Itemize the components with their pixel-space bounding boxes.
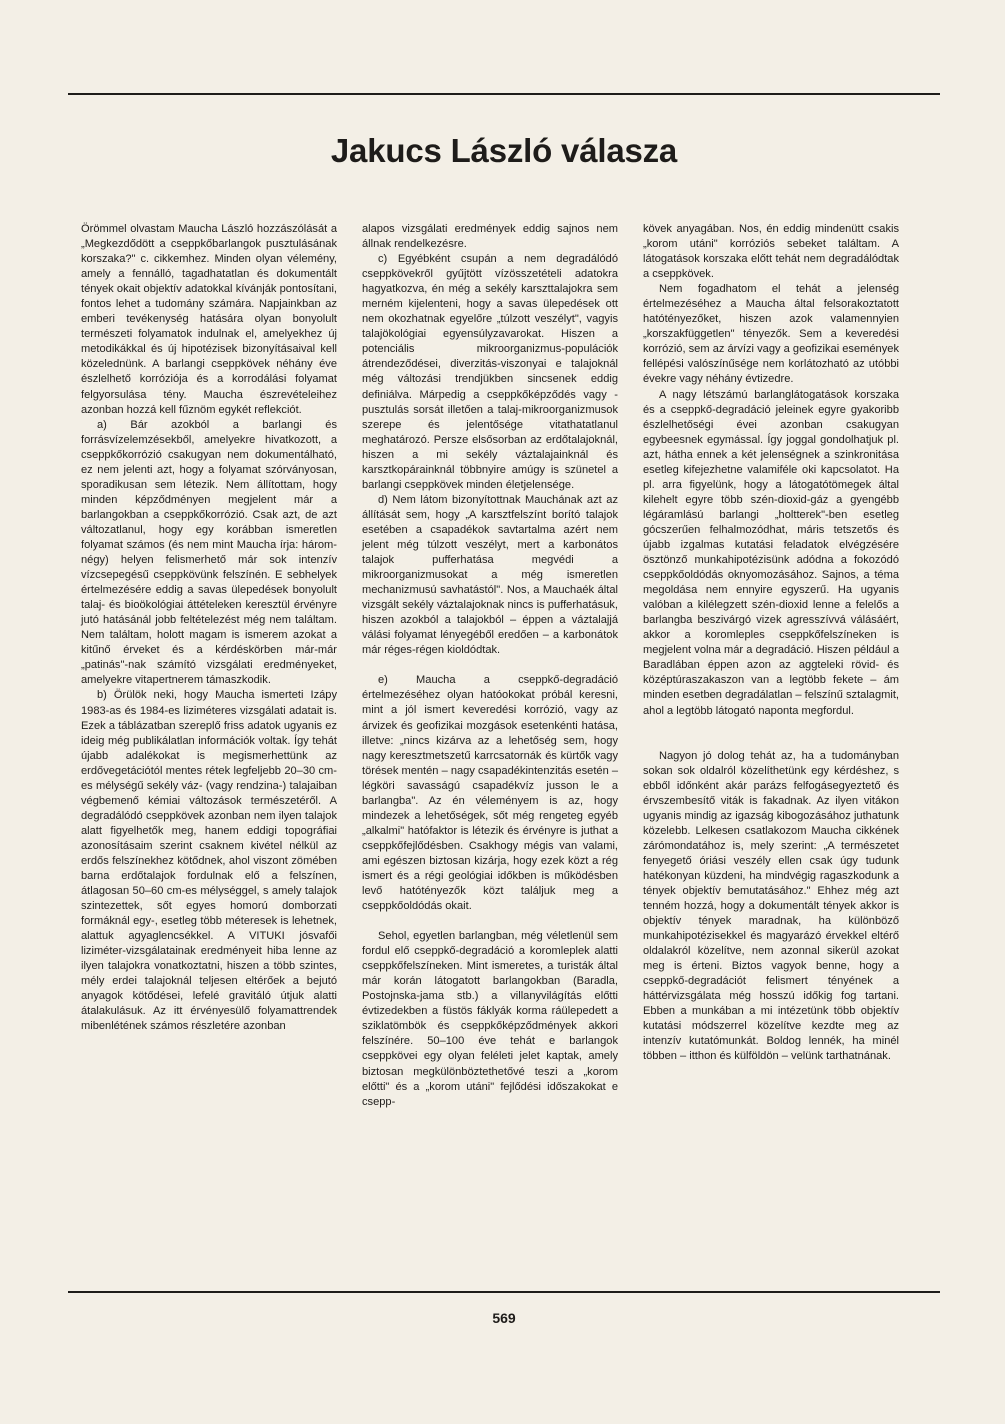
column-1 [81,222,337,1035]
paragraph: kövek anyagában. Nos, én eddig mindenütt csakis „korom utáni" korróziós sebeket találtam. A látogatások korszaka előtt tehát nem degradálódtak a cseppkövek. [643,223,899,281]
page-number: 569 [492,1310,516,1326]
paragraph: alapos vizsgálati eredmények eddig sajnos nem állnak rendelkezésre. [362,223,618,251]
article-title: Jakucs László válasza [330,132,678,169]
paragraph: e) Maucha a cseppkő-degradáció értelmezéséhez olyan hatóokokat próbál keresni, mint a jól ismert keveredési korrózió, vagy az árvizek és geofizikai mozgások esetenkénti hatása, illetve: „nincs kizárva az a lehetőség sem, hogy nagy keresztmetszetű karrcsatornák és kürtők vagy törések mentén – nagy csapadékintenzitás esetén – légköri savasságú csapadékvíz jusson le a barlangba". Az én véleményem is az, hogy mindezek a lehetőségek, sőt még rengeteg egyéb „alkalmi" hatófaktor is létezik és érvényre is juthat a cseppkőfejlődésben. Csakhogy mégis van valami, ami egészen biztosan kizárja, hogy ezek közt a rég ismert és a régi geológiai időkben is működésben levő hatótényezők közt találjuk meg a cseppkőoldódás okait. [362,674,618,913]
paragraph: Örömmel olvastam Maucha László hozzászólását a „Megkezdődött a cseppkőbarlangok pusztulásának korszaka?" c. cikkemhez. Minden olyan vélemény, amely a fennálló, tagadhatatlan és dokumentált tények okait objektív adatokkal kívánják pontosítani, fontos lehet a tudomány számára. Napjainkban az emberi tevékenység hatására olyan bonyolult természeti folyamatok indulnak el, amelyekhez új metodikákkal és új hipotézisek bizonyításaival kell közelednünk. A barlangi cseppkövek néhány éve észlelhető korróziója és a korrodálási folyamat felgyorsulása tény. Maucha észrevételeihez azonban hozzá kell fűznöm egykét reflekciót. [81,223,337,416]
top-rule [68,93,940,95]
paragraph: Nagyon jó dolog tehát az, ha a tudományban sokan sok oldalról közelíthetünk egy kérdéshez, s ebből időnként akár parázs felfogásegyeztető és érvszembesítő viták is fakadnak. Az ilyen vitákon ugyanis mindig az igazság kibogozásához juthatunk közelebb. Lelkesen csatlakozom Maucha cikkének zárómondatához is, mely szerint: „A természetet fenyegető óriási veszély ellen csak úgy tudunk hatékonyan küzdeni, ha mindvégig ragaszkodunk a tények objektív bemutatásához." Ehhez még azt tenném hozzá, hogy a dokumentált tények akkor is objektív tények maradnak, ha különböző munkahipotézisekkel és magyarázó érvekkel eltérő oldalakról közelítve, nem azonnal sikerül azokat meg is érteni. Biztos vagyok benne, hogy a cseppkő-degradációt felismert tényének a háttérvizsgálata még hosszú időkig fog tartani. Ebben a munkában a mi intézetünk több objektív kutatási módszerrel közelítve kezdte meg az intenzív kutatómunkát. Boldog lennék, ha minél többen – itthon és külföldön – velünk tarthatnának. [643,749,899,1063]
bottom-rule [68,1291,940,1293]
column-3 [643,222,899,1065]
paragraph: a) Bár azokból a barlangi és forrásvízelemzésekből, amelyekre hivatkozott, a cseppkőkorrózió csakugyan nem dokumentálható, ez nem jelenti azt, hogy a folyamat szórványosan, sporadikusan sem létezik. Nem állítottam, hogy minden képződményen megjelent már a barlangokban a cseppkőkorrózió. Csak azt, de azt változatlanul, hogy egy korábban ismeretlen folyamat számos (és nem mint Maucha írja: három-négy) helyen felismerhető már sok intenzív vízcsepegésű cseppkövünk felszínén. E sebhelyek értelmezésére eddig a savas ülepedések bonyolult talaj- és bioökológiai áttételeken keresztül érvényre jutó hatásánál jobb feltételezést még nem találtam. Nem találtam, holott magam is ismerem azokat a kitűnő érveket és a kérdéskörben már-már „patinás"-nak számító vizsgálati eredményeket, amelyekre vitapertnerem támaszkodik. [81,418,337,687]
paragraph: Nem fogadhatom el tehát a jelenség értelmezéséhez a Maucha által felsorakoztatott hatótényezőket, hiszen azok valamennyien „korszakfüggetlen" tényezők. Sem a keveredési korrózió, sem az árvízi vagy a geofizikai események fellépési valószínűsége nem korlátozható az utóbbi évekre vagy néhány évtizedre. [643,283,899,386]
column-2 [362,222,618,1110]
paragraph: c) Egyébként csupán a nem degradálódó cseppkövekről gyűjtött vízösszetételi adatokra hagyatkozva, én még a sekély karszttalajokra sem merném kijelenteni, hogy a savas ülepedések ott nem okozhatnak egyelőre „túlzott veszélyt", vagyis talajökológiai egyensúlyzavarokat. Hiszen a potenciális mikroorganizmus-populációk átrendeződései, diverzitás-viszonyai e talajoknál még változási trendjükben sincsenek eddig definiálva. Márpedig a cseppkőképződés vagy -pusztulás sorsát illetően a talaj-mikroorganizmusok szerepe és jelentősége vitathatatlanul meghatározó. Persze elsősorban az erdőtalajoknál, hiszen a mi sekély váztalajainknál és karsztkopárainknál többnyire amúgy is szünetel a barlangi cseppkövek minden életjelensége. [362,253,618,491]
paragraph: Sehol, egyetlen barlangban, még véletlenül sem fordul elő cseppkő-degradáció a koromleplek alatti cseppkőfelszíneken. Mint ismeretes, a turisták által már korán látogatott barlangokban (Baradla, Postojnska-jama stb.) a villanyvilágítás előtti évtizedekben a füstös fáklyák korma ráülepedett a sziklatömbök és cseppkőképződmények akkori felszínére. 50–100 éve tehát e barlangok cseppkövei egy olyan feléleti jelet kaptak, amely biztosan megkülönböztethetővé teszi a „korom előtti" és a „korom utáni" fejlődési időszakokat e csepp- [362,930,618,1108]
paragraph: A nagy létszámú barlanglátogatások korszaka és a cseppkő-degradáció jeleinek egyre gyakoribb észlelhetőségi évei azonban csakugyan egybeesnek egymással. Így joggal gondolhatjuk pl. azt, hátha ennek a két jelenségnek a szinkronitása esetleg kifejezhetne valamiféle oki kapcsolatot. Ha pl. arra figyelünk, hogy a látogatótömegek által kilehelt egyre több szén-dioxid-gáz a gyengébb légáramlású barlangi „holtterek"-ben esetleg gócszerűen felhalmozódhat, máris tetszetős és újabb izgalmas kutatási feladatok elvégzésére ösztönző munkahipotézisünk adódna a fokozódó cseppkőoldódás oknyomozásához. Sajnos, a téma megoldása nem ennyire egyszerű. Ha ugyanis valóban a kilélegzett szén-dioxid lenne a felelős a barlangba beszivárgó vizek agresszívvá válásáért, akkor a koromleples cseppkőfelszíneken is megjelent volna már a degradáció. Hiszen például a Baradlában éppen azon az aggteleki rövid- és középtúraszakaszon van a legtöbb fekete – ám minden esetben degradálatlan – felszínű sztalagmit, ahol a legtöbb látogató naponta megfordul. [643,388,899,717]
paragraph: b) Örülök neki, hogy Maucha ismerteti Izápy 1983-as és 1984-es liziméteres vizsgálati adatait is. Ezek a táblázatban szereplő friss adatok ugyanis ez ideig még publikálatlan információk voltak. Így tehát újabb adalékokat is megismerhettünk az erdővegetációtól mentes rétek legfeljebb 20–30 cm-es mélységű sekély váz- (vagy rendzina-) talajaiban végbemenő kémiai változások természetéről. A degradálódó cseppkövek azonban nem ilyen talajok alatt figyelhetők meg, hanem eddigi topográfiai azonosításaim szerint csaknem kivétel nélkül az erdős felszínekhez kötődnek, ahol viszont zömében barna erdőtalajok fordulnak elő a felszínen, átlagosan 50–60 cm-es mélységgel, s amely talajok szintezettek, sőt egyes homorú domborzati formáknál egy-, esetleg több méteresek is lehetnek, alattuk agyaglencsékkel. A VITUKI jósvafői liziméter-vizsgálatainak eredményeit hiba lenne az ilyen talajokra vonatkoztatni, hiszen a több szintes, mély erdei talajoknál teljesen eltérőek a bejutó anyagok kötődései, lefelé gravitáló útjuk alatti átalakulásuk. Az itt érvényesülő folyamattrendek mibenlétének számos részletére azonban [81,689,337,1033]
paragraph: d) Nem látom bizonyítottnak Mauchának azt az állítását sem, hogy „A karsztfelszínt borító talajok esetében a csapadékok savtartalma azért nem jelent még túlzott veszélyt, mert a karbonátos talajok pufferhatása megvédi a mikroorganizmusokat a még ismeretlen mechanizmusú savhatástól". Nos, a Mauchaék által vizsgált sekély váztalajoknak nincs is pufferhatásuk, hiszen azokból a talajokból – éppen a váztalajjá válási folyamat lényegéből eredően – a karbonátok már réges-régen kioldódtak. [362,493,618,657]
